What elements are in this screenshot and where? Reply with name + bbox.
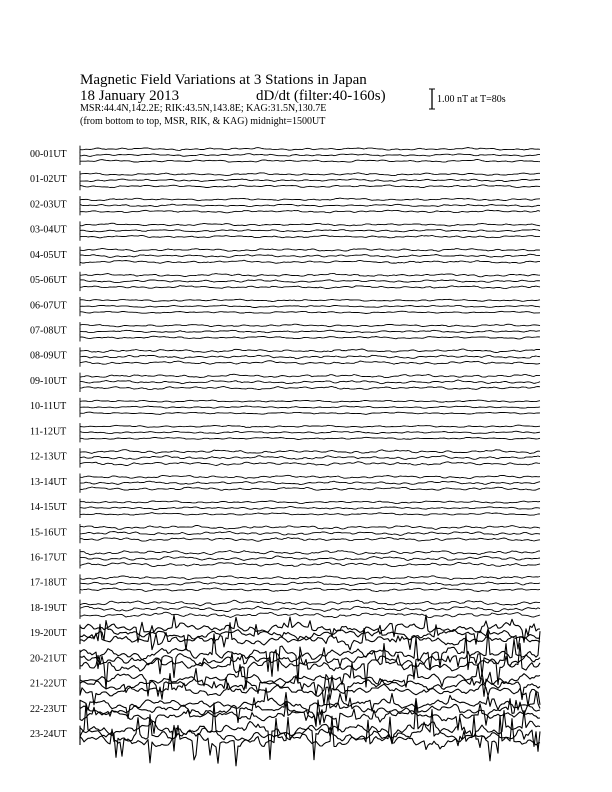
trace-03-04UT-KAG	[80, 222, 540, 229]
trace-19-20UT-MSR	[80, 623, 540, 650]
trace-16-17UT-KAG	[80, 550, 540, 557]
row-label-14-15UT: 14-15UT	[30, 502, 67, 514]
row-label-23-24UT: 23-24UT	[30, 729, 67, 740]
row-label-06-07UT: 06-07UT	[30, 300, 67, 312]
trace-08-09UT-KAG	[80, 348, 540, 355]
trace-00-01UT-KAG	[80, 146, 540, 153]
trace-12-13UT-KAG	[80, 449, 540, 456]
chart-title: Magnetic Field Variations at 3 Stations in Japan	[80, 72, 367, 88]
trace-15-16UT-MSR	[80, 536, 540, 543]
row-label-02-03UT: 02-03UT	[30, 199, 67, 211]
trace-08-09UT-MSR	[80, 360, 540, 367]
station-coordinates: MSR:44.4N,142.2E; RIK:43.5N,143.8E; KAG:31.5N,130.7E	[80, 103, 327, 114]
trace-13-14UT-RIK	[80, 480, 540, 487]
trace-20-21UT-RIK	[80, 644, 540, 679]
row-label-10-11UT: 10-11UT	[30, 401, 67, 413]
row-label-09-10UT: 09-10UT	[30, 375, 67, 387]
row-label-15-16UT: 15-16UT	[30, 527, 67, 539]
trace-10-11UT-MSR	[80, 410, 540, 417]
row-label-03-04UT: 03-04UT	[30, 224, 67, 236]
trace-06-07UT-MSR	[80, 309, 540, 316]
row-label-16-17UT: 16-17UT	[30, 552, 67, 564]
trace-02-03UT-RIK	[80, 202, 540, 209]
trace-06-07UT-RIK	[80, 303, 540, 310]
trace-14-15UT-RIK	[80, 505, 540, 512]
row-label-21-22UT: 21-22UT	[30, 678, 67, 690]
trace-01-02UT-RIK	[80, 177, 540, 184]
trace-18-19UT-MSR	[80, 612, 540, 619]
row-label-12-13UT: 12-13UT	[30, 451, 67, 463]
trace-01-02UT-KAG	[80, 171, 540, 178]
trace-04-05UT-RIK	[80, 253, 540, 260]
trace-14-15UT-KAG	[80, 499, 540, 506]
trace-09-10UT-MSR	[80, 385, 540, 392]
row-label-07-08UT: 07-08UT	[30, 325, 67, 337]
trace-10-11UT-RIK	[80, 404, 540, 411]
trace-07-08UT-RIK	[80, 329, 540, 336]
trace-04-05UT-MSR	[80, 259, 540, 266]
trace-05-06UT-KAG	[80, 272, 540, 279]
row-label-17-18UT: 17-18UT	[30, 577, 67, 589]
trace-15-16UT-KAG	[80, 524, 540, 531]
trace-16-17UT-MSR	[80, 562, 540, 569]
trace-11-12UT-RIK	[80, 429, 540, 436]
trace-18-19UT-RIK	[80, 606, 540, 613]
row-label-18-19UT: 18-19UT	[30, 602, 67, 614]
row-label-22-23UT: 22-23UT	[30, 703, 67, 715]
trace-15-16UT-RIK	[80, 530, 540, 537]
row-label-00-01UT: 00-01UT	[30, 149, 67, 160]
trace-18-19UT-KAG	[80, 600, 540, 607]
row-label-20-21UT: 20-21UT	[30, 653, 67, 665]
row-label-13-14UT: 13-14UT	[30, 476, 67, 488]
trace-17-18UT-RIK	[80, 581, 540, 588]
trace-10-11UT-KAG	[80, 398, 540, 405]
row-label-04-05UT: 04-05UT	[30, 249, 67, 261]
trace-02-03UT-MSR	[80, 208, 540, 215]
trace-02-03UT-KAG	[80, 196, 540, 203]
trace-00-01UT-MSR	[80, 158, 540, 165]
trace-13-14UT-KAG	[80, 474, 540, 481]
trace-08-09UT-RIK	[80, 354, 540, 361]
trace-11-12UT-MSR	[80, 435, 540, 442]
trace-04-05UT-KAG	[80, 247, 540, 254]
trace-00-01UT-RIK	[80, 152, 540, 159]
trace-07-08UT-MSR	[80, 335, 540, 342]
trace-03-04UT-MSR	[80, 234, 540, 241]
trace-03-04UT-RIK	[80, 228, 540, 235]
trace-05-06UT-MSR	[80, 284, 540, 291]
trace-17-18UT-MSR	[80, 587, 540, 594]
row-label-05-06UT: 05-06UT	[30, 275, 67, 287]
trace-05-06UT-RIK	[80, 278, 540, 285]
row-label-11-12UT: 11-12UT	[30, 426, 67, 438]
stacking-note: (from bottom to top, MSR, RIK, & KAG) midnight=1500UT	[80, 116, 326, 127]
trace-09-10UT-KAG	[80, 373, 540, 380]
trace-11-12UT-KAG	[80, 423, 540, 430]
trace-14-15UT-MSR	[80, 511, 540, 518]
trace-06-07UT-KAG	[80, 297, 540, 304]
trace-01-02UT-MSR	[80, 183, 540, 190]
trace-12-13UT-MSR	[80, 461, 540, 468]
row-label-01-02UT: 01-02UT	[30, 174, 67, 186]
trace-09-10UT-RIK	[80, 379, 540, 386]
trace-16-17UT-RIK	[80, 556, 540, 563]
trace-17-18UT-KAG	[80, 575, 540, 582]
row-label-19-20UT: 19-20UT	[30, 628, 67, 640]
trace-22-23UT-KAG	[80, 688, 540, 718]
chart-filter: dD/dt (filter:40-160s)	[256, 88, 386, 104]
scale-label: 1.00 nT at T=80s	[437, 94, 506, 105]
chart-date: 18 January 2013	[80, 88, 180, 104]
trace-13-14UT-MSR	[80, 486, 540, 493]
row-label-08-09UT: 08-09UT	[30, 350, 67, 362]
trace-07-08UT-KAG	[80, 323, 540, 330]
trace-12-13UT-RIK	[80, 455, 540, 462]
